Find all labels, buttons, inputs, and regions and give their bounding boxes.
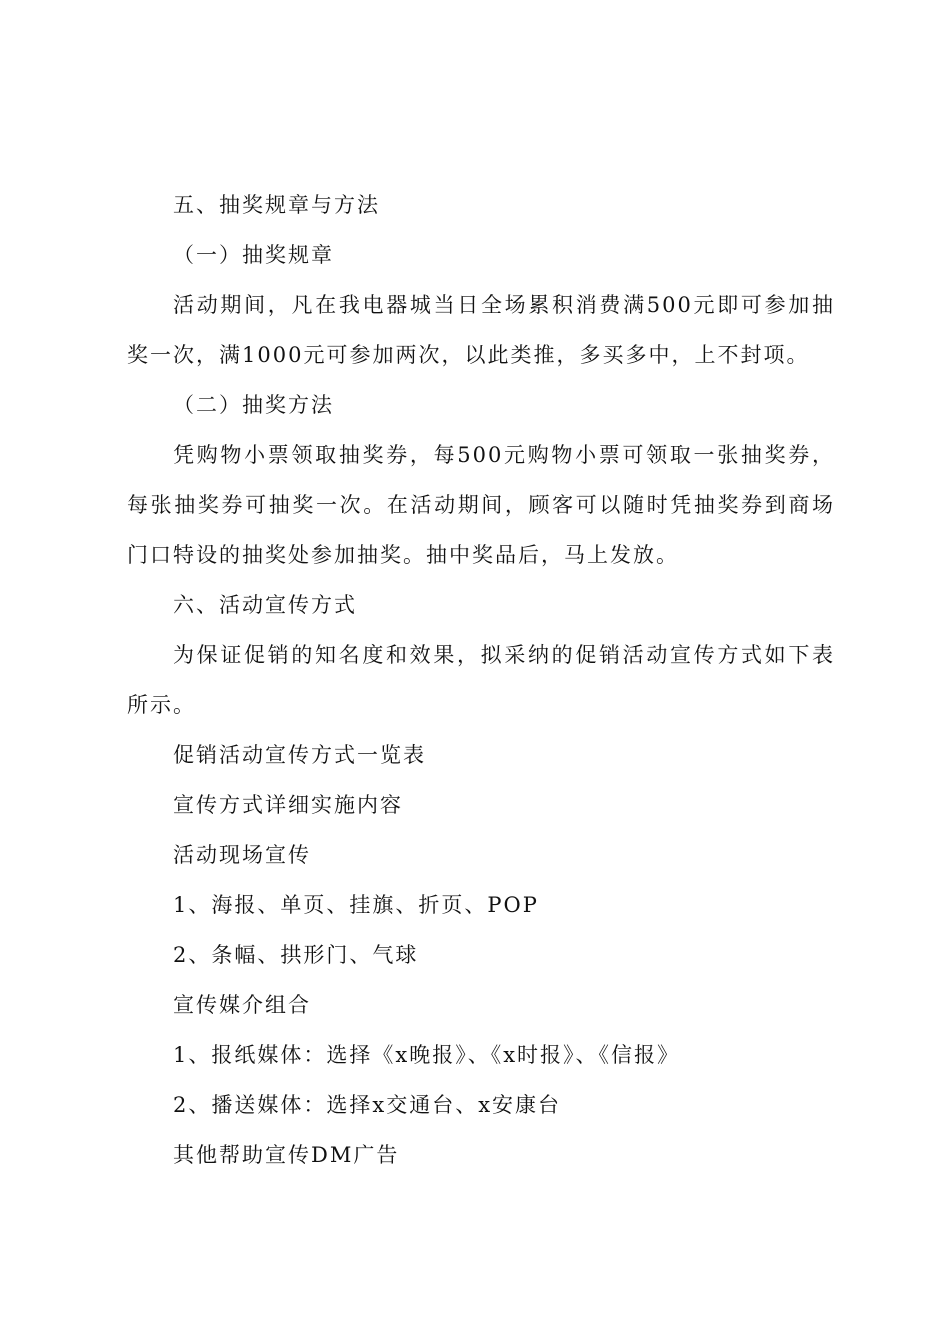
list-item: 2、播送媒体：选择x交通台、x安康台 [173, 1093, 562, 1117]
document-body [127, 180, 835, 1180]
paragraph-lottery-rules: 活动期间，凡在我电器城当日全场累积消费满500元即可参加抽奖一次，满1000元可参加两次，以此类推，多买多中，上不封项。 [127, 293, 835, 367]
table-header: 宣传方式详细实施内容 [173, 793, 403, 817]
paragraph-promotion-intro: 为保证促销的知名度和效果，拟采纳的促销活动宣传方式如下表所示。 [127, 643, 835, 717]
list-item: 2、条幅、拱形门、气球 [173, 943, 419, 967]
list-item: 宣传媒介组合 [173, 993, 311, 1017]
subheading-lottery-rules: （一）抽奖规章 [173, 243, 334, 267]
list-item: 1、海报、单页、挂旗、折页、POP [173, 893, 539, 917]
subheading-lottery-method: （二）抽奖方法 [173, 393, 334, 417]
paragraph-lottery-method: 凭购物小票领取抽奖券，每500元购物小票可领取一张抽奖券，每张抽奖券可抽奖一次。在活动期间，顾客可以随时凭抽奖券到商场门口特设的抽奖处参加抽奖。抽中奖品后，马上发放。 [127, 443, 835, 567]
list-item: 1、报纸媒体：选择《x晚报》、《x时报》、《信报》 [173, 1043, 681, 1067]
list-item: 其他帮助宣传DM广告 [173, 1143, 400, 1167]
list-item: 活动现场宣传 [173, 843, 311, 867]
table-title: 促销活动宣传方式一览表 [173, 743, 426, 767]
section-heading-lottery: 五、抽奖规章与方法 [173, 193, 380, 217]
section-heading-promotion: 六、活动宣传方式 [173, 593, 357, 617]
